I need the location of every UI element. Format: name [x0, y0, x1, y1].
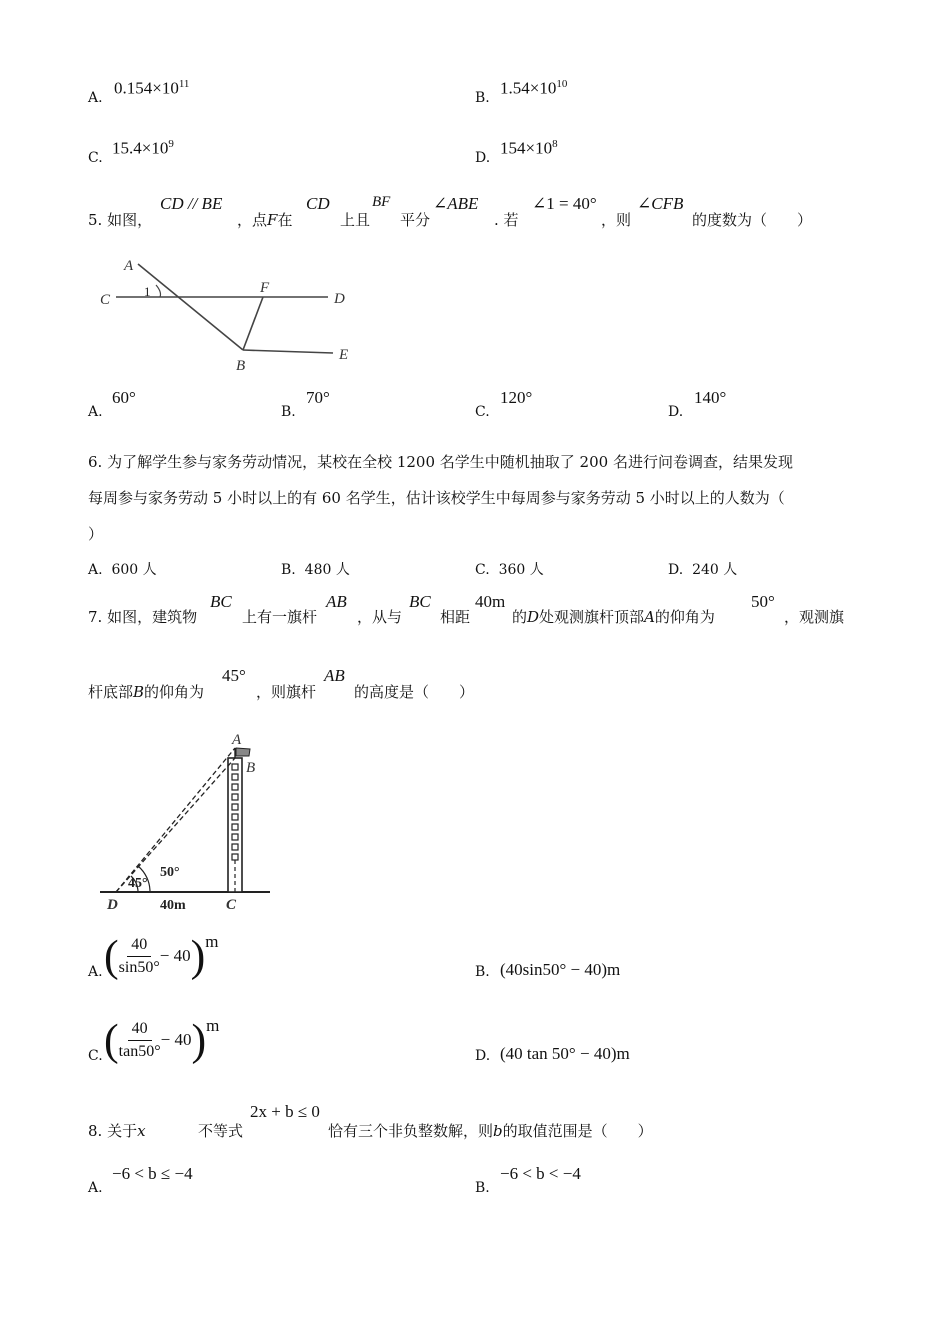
q5-math-parallel: CD // BE — [160, 194, 223, 213]
q7-text-5: ，观测旗 — [784, 608, 845, 626]
q6-option-a: A. 600 人 — [88, 562, 157, 578]
q8-prefix: 8. 关于x — [88, 1122, 146, 1140]
q4-option-a-value: $0.154\times 10^{11}$ — [114, 78, 190, 98]
q5-math-angle-cfb: ∠CFB — [637, 194, 684, 213]
q7-text-4: 的D处观测旗杆顶部A的仰角为 — [512, 608, 715, 626]
label-b: B — [236, 358, 246, 374]
q7-option-c-label: C. — [88, 1048, 103, 1064]
label-d: D — [334, 291, 345, 307]
q5-prefix: 5. 如图， — [88, 211, 153, 229]
q7-option-b-label: B. — [475, 964, 490, 980]
q7-math-bc-1: BC — [210, 592, 232, 611]
q6-option-d: D. 240 人 — [668, 562, 738, 578]
q5-option-b-label: B. — [281, 404, 296, 420]
label-angle-1: 1 — [144, 284, 151, 299]
q8-option-b-value: −6 < b < −4 — [500, 1164, 581, 1183]
q4-option-b-label: B. — [475, 90, 490, 106]
q8-option-b-label: B. — [475, 1180, 490, 1196]
label-angle-45: 45° — [128, 876, 148, 891]
q5-text-1: ，点F在 — [237, 211, 293, 229]
q5-option-c-value: 120° — [500, 388, 533, 407]
q8-math-inequality: 2x + b ≤ 0 — [250, 1102, 320, 1121]
q7-option-d-label: D. — [475, 1048, 491, 1064]
q7-option-a-value: ( $\frac{40}{\sin 50^\circ}$ − 40)m — [104, 931, 219, 981]
line-bf — [243, 297, 263, 350]
q5-option-d-value: 140° — [694, 388, 727, 407]
q7-line2-a: 杆底部B的仰角为 — [88, 683, 205, 701]
q5-geometry-diagram — [96, 252, 360, 374]
label-f: F — [260, 280, 270, 296]
q8-text-1: 不等式 — [198, 1122, 244, 1140]
q5-text-4: . 若 — [494, 211, 519, 229]
q7-math-ab-2: AB — [324, 666, 345, 685]
label-c: C — [100, 292, 111, 308]
q7-text-1: 上有一旗杆 — [242, 608, 318, 626]
q7-option-d-value: (40 tan 50° − 40)m — [500, 1044, 630, 1063]
q4-option-a-label: A. — [88, 90, 103, 106]
q5-math-angle1: ∠1 = 40° — [532, 194, 597, 213]
q5-option-a-label: A. — [88, 404, 103, 420]
line-ab — [138, 264, 243, 350]
q5-math-angle-abe: ∠ABE — [433, 194, 479, 213]
line-be — [243, 350, 333, 353]
q5-option-c-label: C. — [475, 404, 490, 420]
q5-text-3: 平分 — [400, 211, 431, 229]
label-d: D — [107, 897, 118, 912]
q4-option-d-value: $154\times 10^8$ — [500, 138, 558, 158]
q8-text-2: 恰有三个非负整数解，则b的取值范围是（ ） — [328, 1122, 653, 1140]
q7-math-50deg: 50° — [751, 592, 775, 611]
label-e: E — [339, 347, 349, 363]
q6-option-c: C. 360 人 — [475, 562, 544, 578]
q7-line2-c: 的高度是（ ） — [354, 683, 475, 701]
q5-option-a-value: 60° — [112, 388, 136, 407]
q6-line-3: ） — [88, 525, 104, 543]
q7-math-40m: 40m — [475, 592, 506, 611]
label-c: C — [226, 897, 237, 912]
q7-option-b-value: (40sin50° − 40)m — [500, 960, 621, 979]
q5-option-b-value: 70° — [306, 388, 330, 407]
label-a: A — [124, 258, 134, 274]
q5-math-bf: BF — [372, 194, 391, 210]
q7-text-2: ，从与 — [357, 608, 403, 626]
q5-text-2: 上且 — [340, 211, 371, 229]
q5-math-cd: CD — [306, 194, 330, 213]
q7-math-bc-2: BC — [409, 592, 431, 611]
q8-option-a-label: A. — [88, 1180, 103, 1196]
q7-option-a-label: A. — [88, 964, 103, 980]
q7-line2-b: ，则旗杆 — [256, 683, 317, 701]
q6-line-1: 6. 为了解学生参与家务劳动情况，某校在全校 1200 名学生中随机抽取了 200 名进行问卷调查，结果发现 — [88, 453, 793, 471]
label-angle-50: 50° — [160, 865, 180, 880]
q6-line-2: 每周参与家务劳动 5 小时以上的有 60 名学生，估计该校学生中每周参与家务劳动 5 小时以上的人数为（ — [88, 489, 785, 507]
q8-option-a-value: −6 < b ≤ −4 — [112, 1164, 193, 1183]
q5-option-d-label: D. — [668, 404, 684, 420]
q5-text-6: 的度数为（ ） — [692, 211, 813, 229]
q7-math-45deg: 45° — [222, 666, 246, 685]
q7-text-3: 相距 — [440, 608, 471, 626]
label-b: B — [246, 760, 256, 776]
q4-option-d-label: D. — [475, 150, 491, 166]
q7-math-ab-1: AB — [326, 592, 347, 611]
q5-text-5: ，则 — [601, 211, 632, 229]
label-distance: 40m — [160, 898, 186, 912]
q4-option-c-label: C. — [88, 150, 103, 166]
q4-option-b-value: $1.54\times 10^{10}$ — [500, 78, 568, 98]
building-bc — [228, 758, 242, 892]
q6-option-b: B. 480 人 — [281, 562, 350, 578]
q7-prefix: 7. 如图，建筑物 — [88, 608, 198, 626]
q7-flagpole-diagram — [98, 732, 274, 912]
q7-option-c-value: ( $\frac{40}{\tan 50^\circ}$ − 40)m — [104, 1015, 220, 1065]
angle-1-arc — [156, 285, 161, 297]
flag-icon — [236, 748, 250, 756]
label-a: A — [232, 732, 242, 748]
q4-option-c-value: $15.4\times 10^9$ — [112, 138, 174, 158]
